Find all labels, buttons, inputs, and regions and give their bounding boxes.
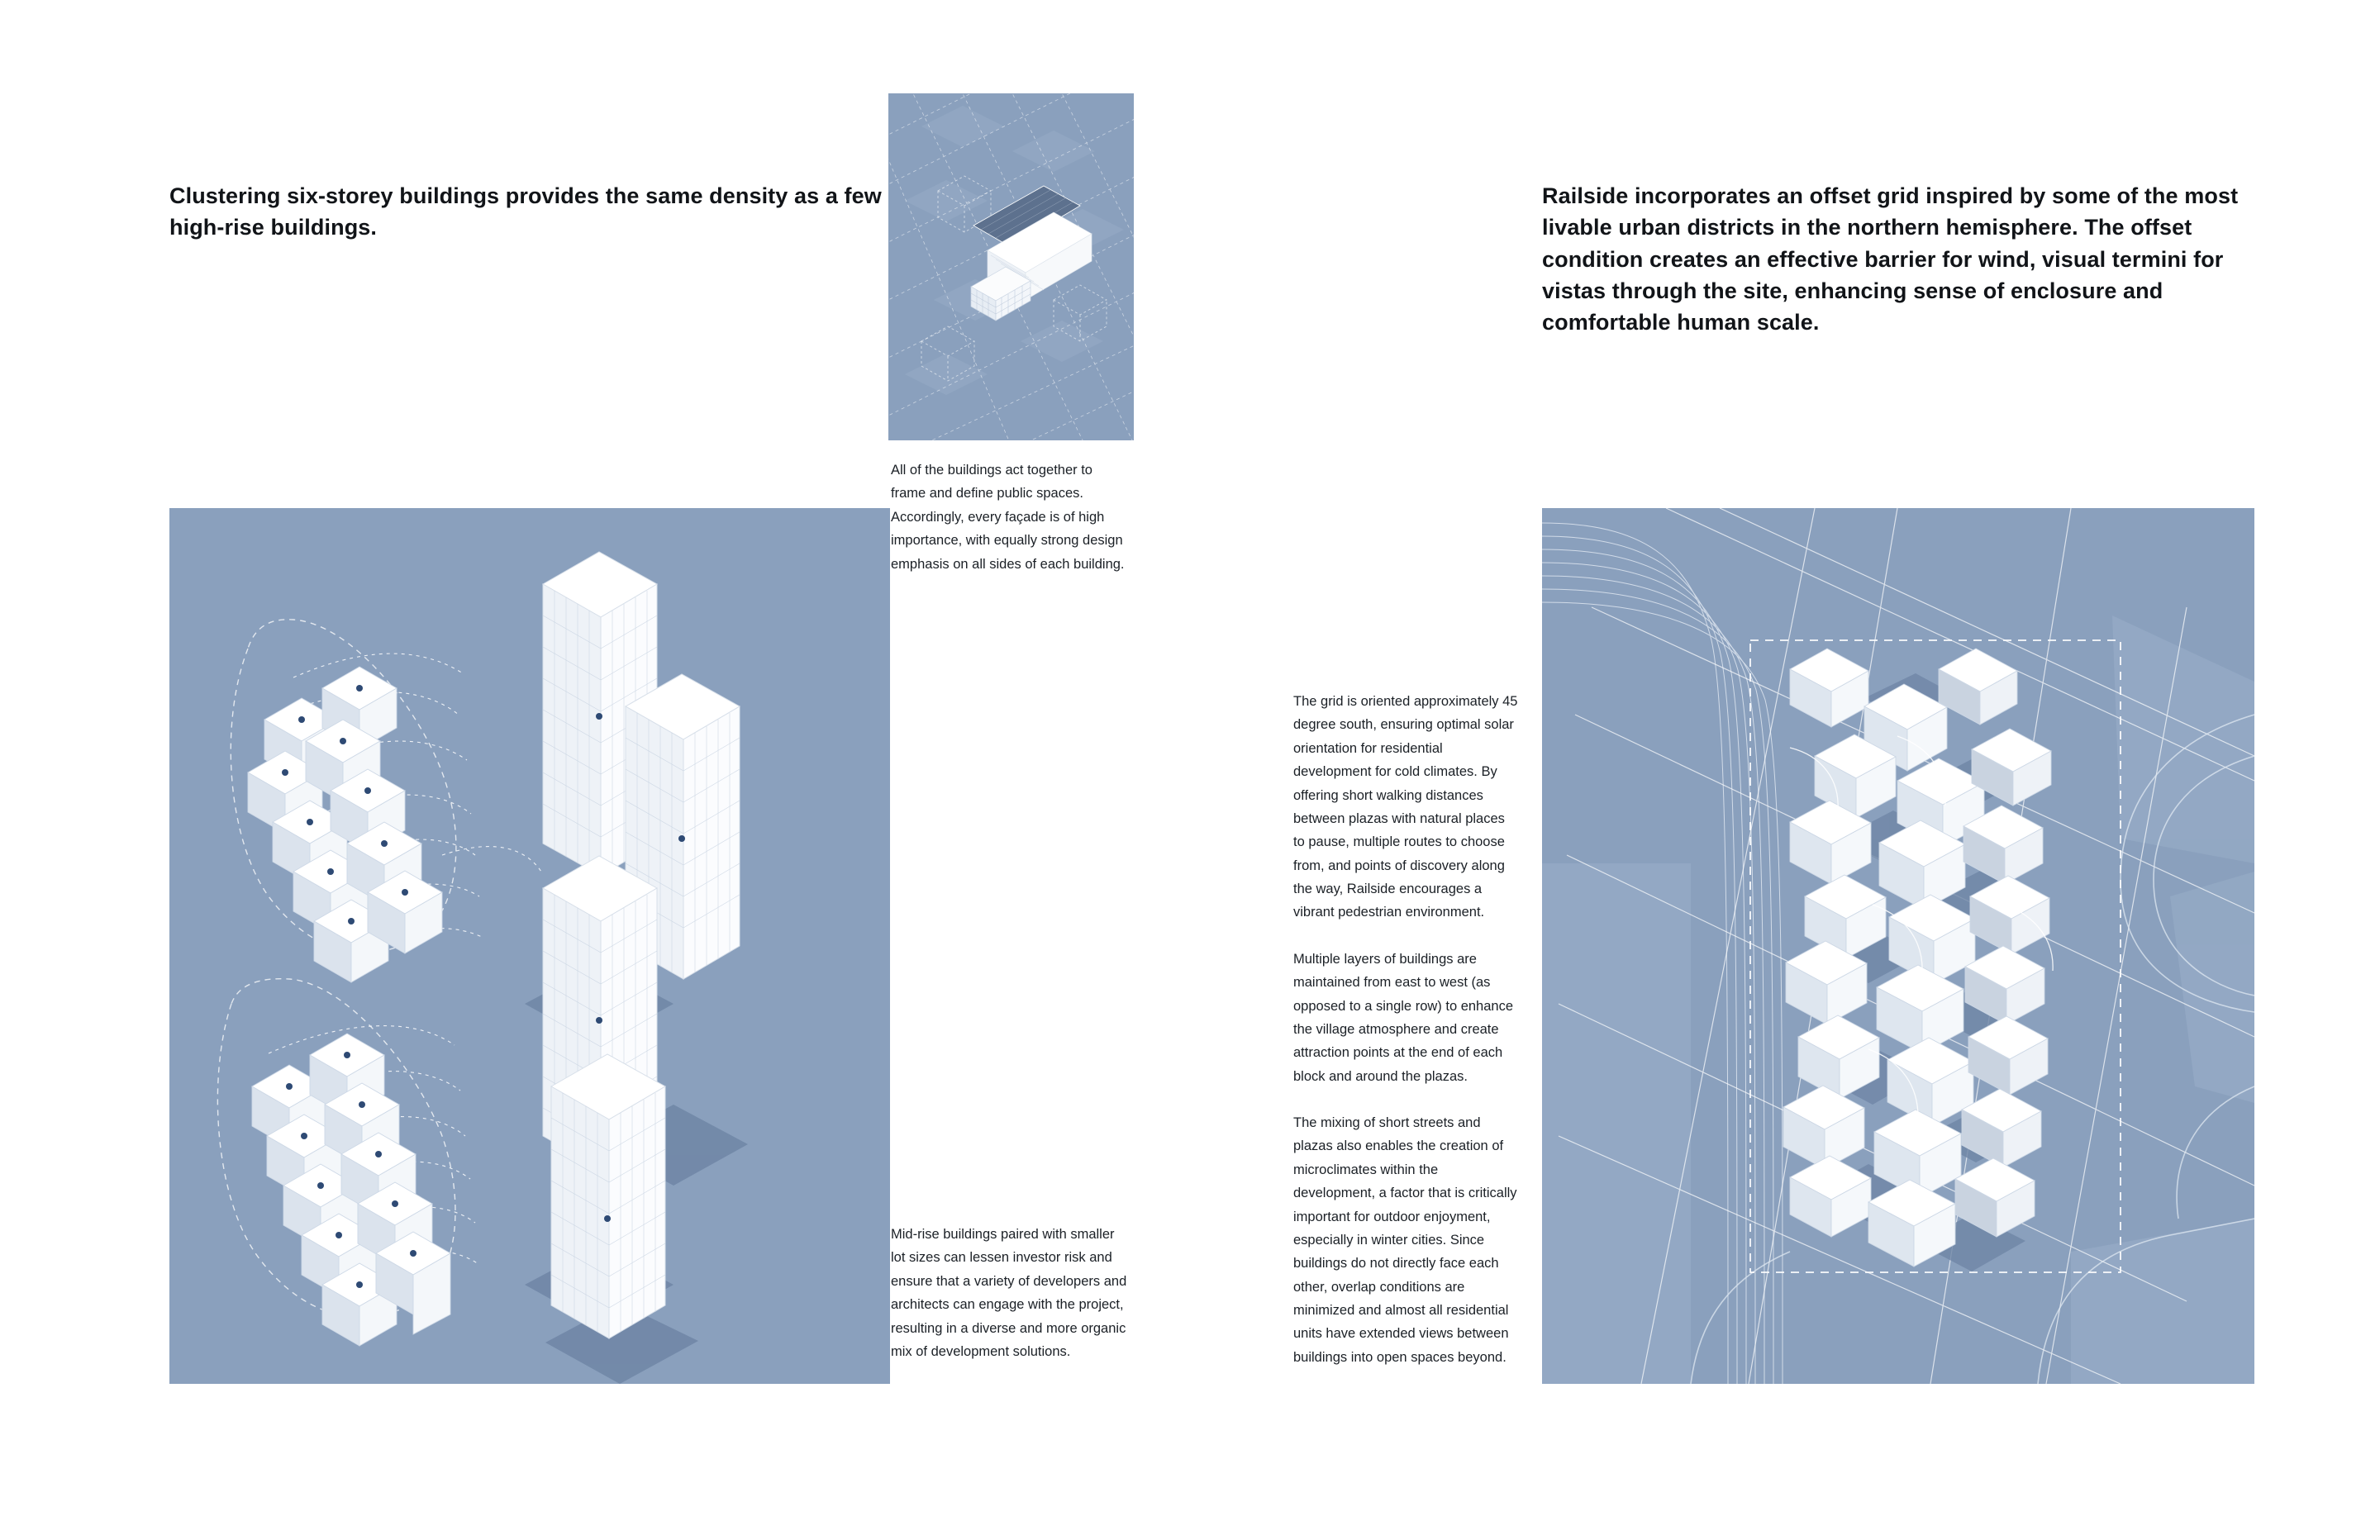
caption-right-paragraph-3: The mixing of short streets and plazas also enables the creation of microclimates within the development, a factor that is critically important for outdoor enjoyment, especially in winter cities. Since buildings do not directly face each other, overlap conditions are minimized and almost all residential units have extended views between buildings into open spaces beyond. (1293, 1115, 1517, 1365)
figure-top-small-graphic (888, 93, 1134, 440)
caption-right-paragraph-2: Multiple layers of buildings are maintained from east to west (as opposed to a single row) to enhance the village atmosphere and create attraction points at the end of each block and around the plazas. (1293, 951, 1514, 1084)
caption-bottom-left: Mid-rise buildings paired with smaller lot sizes can lessen investor risk and ensure that a variety of developers and architects can engage with the project, resulting in a diverse and more organic mix of development solutions. (891, 1227, 1127, 1359)
caption-right-column (1293, 690, 1518, 1369)
headline-right: Railside incorporates an offset grid inspired by some of the most livable urban districts in the northern hemisphere. The offset condition creates an effective barrier for wind, visual termini for vistas through the site, enhancing sense of enclosure and comfortable human scale. (1542, 183, 2239, 335)
figure-right-big-graphic (1542, 508, 2254, 1384)
headline-left: Clustering six-storey buildings provides the same density as a few high-rise buildings. (169, 183, 882, 240)
caption-top-small: All of the buildings act together to frame and define public spaces. Accordingly, every façade is of high importance, with equally strong design emphasis on all sides of each building. (891, 463, 1125, 572)
figure-axonometric-massing-study (888, 93, 1134, 440)
figure-offset-grid-site-plan (1542, 508, 2254, 1384)
figure-midrise-vs-highrise (169, 508, 890, 1384)
caption-right-paragraph-1: The grid is oriented approximately 45 degree south, ensuring optimal solar orientation for residential development for cold climates. By offering short walking distances between plazas with natural places to pause, multiple routes to choose from, and points of discovery along the way, Railside encourages a vibrant pedestrian environment. (1293, 694, 1518, 920)
figure-left-big-graphic (169, 508, 890, 1384)
